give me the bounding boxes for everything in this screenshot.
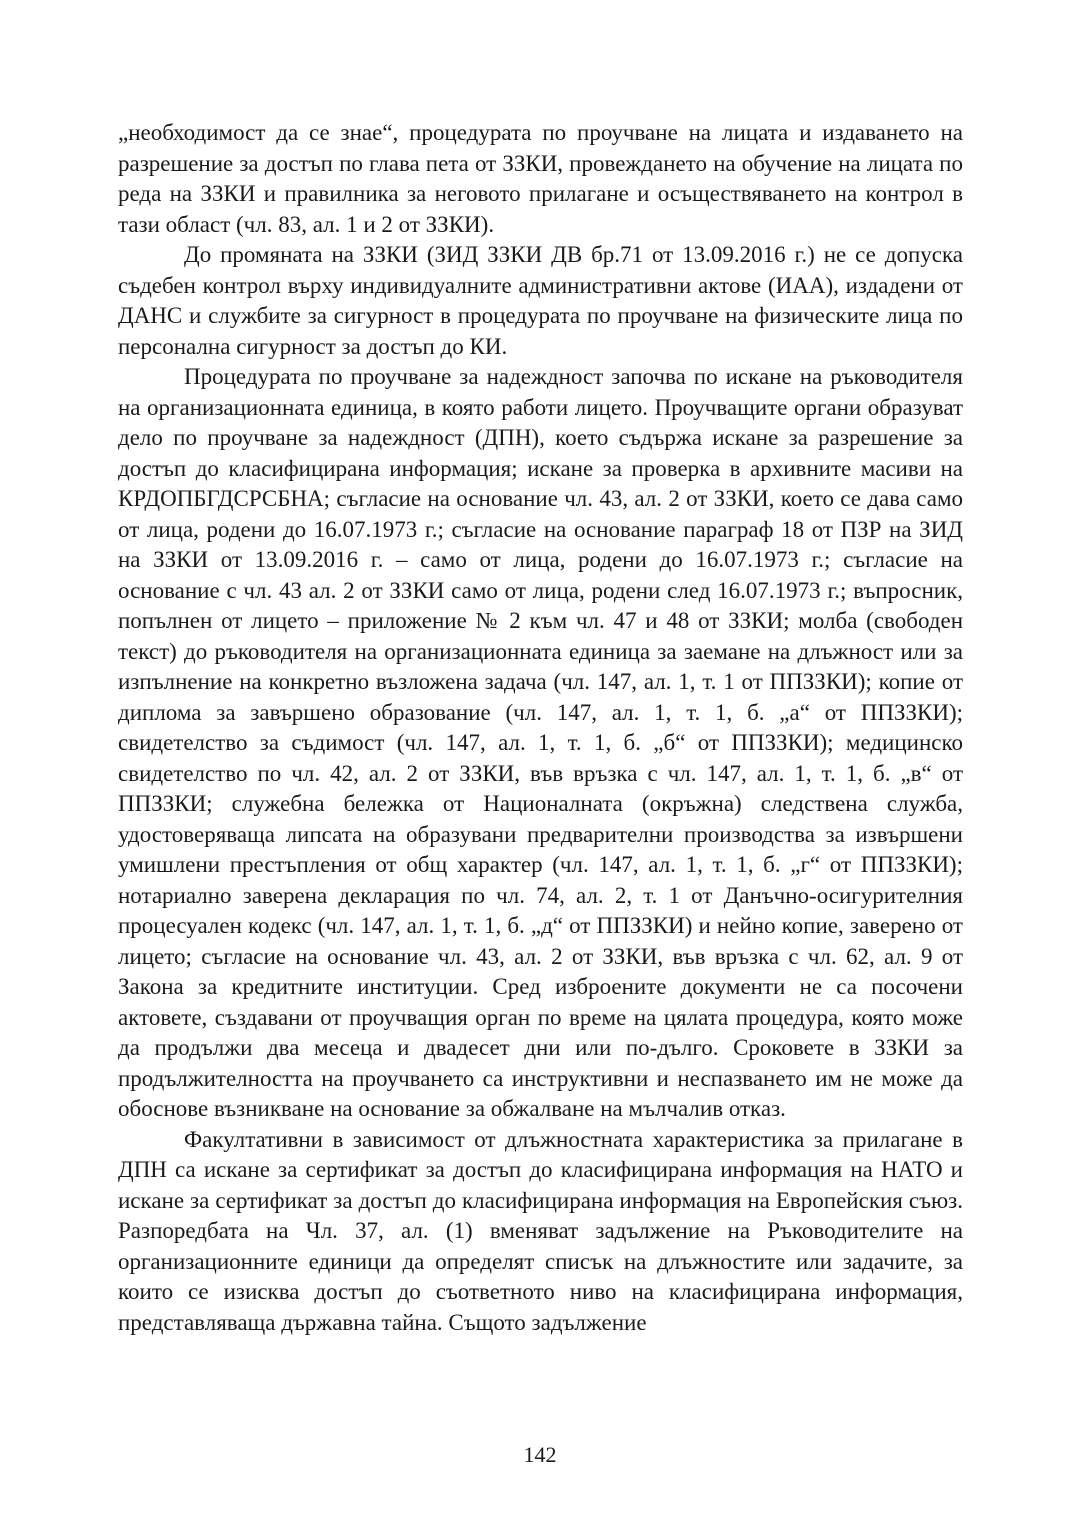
paragraph-3: Процедурата по проучване за надеждност започва по искане на ръководителя на организационната единица, в която работи лицето. Проучващите органи образуват дело по проучване за надеждност (ДПН), което съдържа искане за разрешение за достъп до класифицирана информация; искане за проверка в архивните масиви на КРДОПБГДСРСБНА; съгласие на основание чл. 43, ал. 2 от ЗЗКИ, което се дава само от лица, родени до 16.07.1973 г.; съгласие на основание параграф 18 от ПЗР на ЗИД на ЗЗКИ от 13.09.2016 г. – само от лица, родени до 16.07.1973 г.; съгласие на основание с чл. 43 ал. 2 от ЗЗКИ само от лица, родени след 16.07.1973 г.; въпросник, попълнен от лицето – приложение № 2 към чл. 47 и 48 от ЗЗКИ; молба (свободен текст) до ръководителя на организационната единица за заемане на длъжност или за изпълнение на конкретно възложена задача (чл. 147, ал. 1, т. 1 от ППЗЗКИ); копие от диплома за завършено образование (чл. 147, ал. 1, т. 1, б. „а“ от ППЗЗКИ); свидетелство за съдимост (чл. 147, ал. 1, т. 1, б. „б“ от ППЗЗКИ); медицинско свидетелство по чл. 42, ал. 2 от ЗЗКИ, във връзка с чл. 147, ал. 1, т. 1, б. „в“ от ППЗЗКИ; служебна бележка от Националната (окръжна) следствена служба, удостоверяваща липсата на образувани предварителни производства за извършени умишлени престъпления от общ характер (чл. 147, ал. 1, т. 1, б. „г“ от ППЗЗКИ); нотариално заверена декларация по чл. 74, ал. 2, т. 1 от Данъчно-осигурителния процесуален кодекс (чл. 147, ал. 1, т. 1, б. „д“ от ППЗЗКИ) и нейно копие, заверено от лицето; съгласие на основание чл. 43, ал. 2 от ЗЗКИ, във връзка с чл. 62, ал. 9 от Закона за кредитните институции. Сред изброените документи не са посочени актовете, създавани от проучващия орган по време на цялата процедура, която може да продължи два месеца и двадесет дни или по-дълго. Сроковете в ЗЗКИ за продължителността на проучването са инструктивни и неспазването им не може да обоснове възникване на основание за обжалване на мълчалив отказ. — [118, 364, 963, 1121]
paragraph-4: Факултативни в зависимост от длъжностната характеристика за прилагане в ДПН са искане за сертификат за достъп до класифицирана информация на НАТО и искане за сертификат за достъп до класифицирана информация на Европейския съюз. Разпоредбата на Чл. 37, ал. (1) вменяват задължение на Ръководителите на организационните единици да определят списък на длъжностите или задачите, за които се изисква достъп до съответното ниво на класифицирана информация, представляваща държавна тайна. Същото задължение — [118, 1126, 963, 1335]
page-body — [118, 118, 963, 1338]
page-number: 142 — [523, 1442, 557, 1467]
paragraph-2: До промяната на ЗЗКИ (ЗИД ЗЗКИ ДВ бр.71 от 13.09.2016 г.) не се допуска съдебен контрол върху индивидуалните административни актове (ИАА), издадени от ДАНС и службите за сигурност в процедурата по проучване на физическите лица по персонална сигурност за достъп до КИ. — [118, 242, 963, 359]
paragraph-1: „необходимост да се знае“, процедурата по проучване на лицата и издаването на разрешение за достъп по глава пета от ЗЗКИ, провеждането на обучение на лицата по реда на ЗЗКИ и правилника за неговото прилагане и осъществяването на контрол в тази област (чл. 83, ал. 1 и 2 от ЗЗКИ). — [118, 120, 963, 237]
